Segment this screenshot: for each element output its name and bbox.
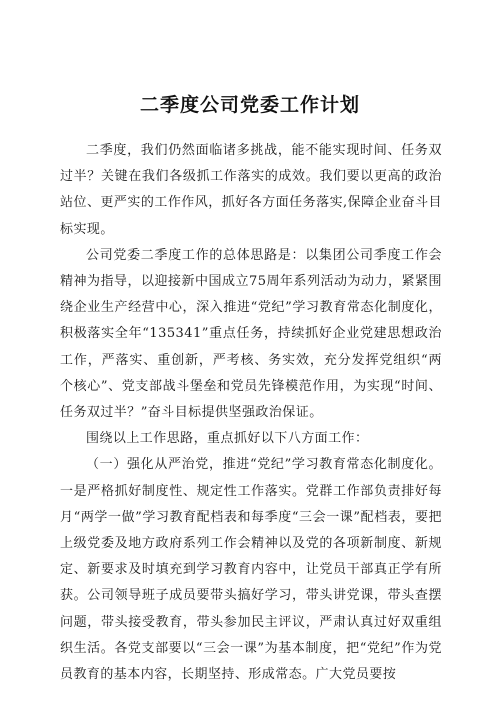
paragraph-overall-approach: 公司党委二季度工作的总体思路是：以集团公司季度工作会精神为指导，以迎接新中国成立75周年系列活动为动力，紧紧围绕企业生产经营中心，深入推进“党纪”学习教育常态化制度化，积极落实全年“135341”重点任务，持续抓好企业党建思想政治工作，严落实、重创新，严考核、务实效，充分发挥党组织“两个核心”、党支部战斗堡垒和党员先锋模范作用，为实现“时间、任务双过半？”奋斗目标提供坚强政治保证。 <box>60 247 442 421</box>
paragraph-intro: 二季度，我们仍然面临诸多挑战，能不能实现时间、任务双过半？关键在我们各级抓工作落实的成效。我们要以更高的政治站位、更严实的工作作风，抓好各方面任务落实,保障企业奋斗目标实现。 <box>60 143 442 237</box>
document-title: 二季度公司党委工作计划 <box>139 94 360 116</box>
document-body <box>60 138 442 688</box>
paragraph-eight-aspects: 围绕以上工作思路，重点抓好以下八方面工作： <box>86 431 369 447</box>
paragraph-section-one: （一）强化从严治党，推进“党纪”学习教育常态化制度化。一是严格抓好制度性、规定性工作落实。党群工作部负责排好每月“两学一做”学习教育配档表和每季度“三会一课”配档表，要把上级党委及地方政府系列工作会精神以及党的各项新制度、新规定、新要求及时填充到学习教育内容中，让党员干部真正学有所获。公司领导班子成员要带头搞好学习，带头讲党课，带头查摆问题，带头接受教育，带头参加民主评议，严肃认真过好双重组织生活。各党支部要以“三会一课”为基本制度，把“党纪”作为党员教育的基本内容，长期坚持、形成常态。广大党员要按 <box>60 457 442 683</box>
